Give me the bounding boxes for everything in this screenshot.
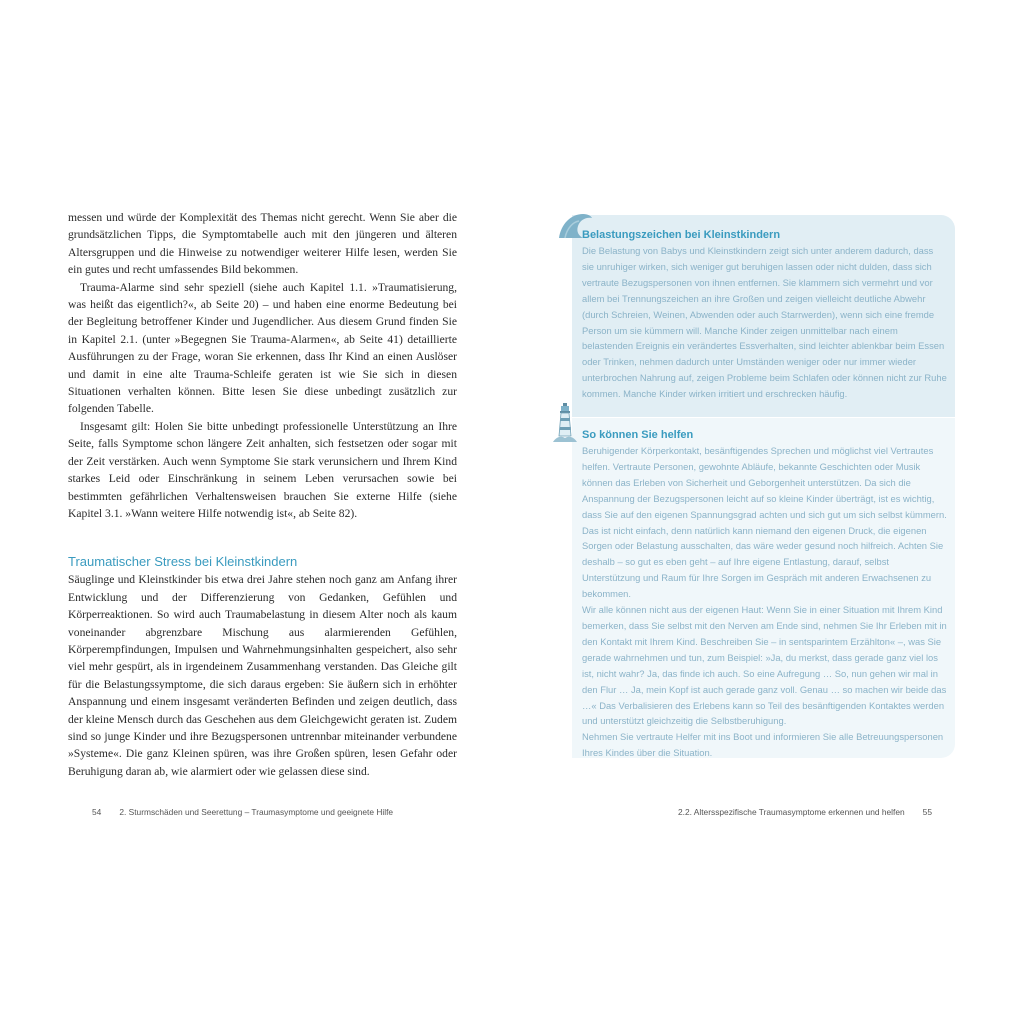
box1-heading: Belastungszeichen bei Kleinstkindern [582, 229, 781, 241]
box-so-koennen-sie-helfen [572, 418, 955, 758]
section-paragraph: Säuglinge und Kleinstkinder bis etwa drei Jahre stehen noch ganz am Anfang ihrer Entwicklung und der Differenzierung von Gedanken, Gefühlen und Körperreaktionen. So wird auch Traumabelastung in diesem Alter noch als kaum voneinander abgrenzbare Mischung aus alarmierenden Gefühlen, Körperempfindungen, Impulsen und Wahrnehmungsinhalten gespeichert, also sehr viel mehr gespürt, als in irgendeinem Zusammenhang verstanden. Das Gleiche gilt für die Belastungssymptome, die sich daraus ergeben: Sie äußern sich in erhöhter Anspannung und einem insgesamt veränderten Befinden und zeigen deutlich, dass der kleine Mensch durch das Geschehen aus dem Gleichgewicht geraten ist. Zudem sind so junge Kinder und ihre Bezugspersonen untrennbar miteinander verbundene »Systeme«. Die ganz Kleinen spüren, was ihre Großen spüren, lesen Gefahr oder Beruhigung daran ab, wie alarmiert oder wie gelassen diese sind. [68, 573, 457, 778]
box2-heading: So können Sie helfen [582, 429, 694, 441]
wave-icon [557, 210, 593, 240]
lighthouse-icon [552, 402, 578, 444]
page-number-right: 55 [922, 807, 932, 817]
box-belastungszeichen [572, 215, 955, 417]
running-footer-right: 2.2. Altersspezifische Traumasymptome erkennen und helfen [677, 807, 905, 817]
box2-paragraph: Wir alle können nicht aus der eigenen Haut: Wenn Sie in einer Situation mit Ihrem Kind bemerken, dass Sie selbst mit den Nerven am Ende sind, nehmen Sie Ihr Erleben mit in den Kontakt mit Ihrem Kind. Beschreiben Sie – in sentsparintem Erzählton« –, was Sie gerade wahrnehmen und tun, zum Beispiel: »Ja, du merkst, dass gerade ganz viel los ist, nicht wahr? Ja, das finde ich auch. So eine Aufregung … So, nun gehen wir mal in den Flur … Ja, mein Kopf ist auch gerade ganz voll. Genau … so machen wir beide das …« Das Verbalisieren des Erlebens kann so Teil des besänftigenden Kontaktes werden und unterstützt gleichzeitig die Selbstberuhigung. [582, 604, 947, 727]
footer-right [678, 807, 932, 817]
left-page-body [68, 209, 457, 780]
box1-text: Die Belastung von Babys und Kleinstkindern zeigt sich unter anderem dadurch, dass sie unruhiger wirken, sich weniger gut beruhigen lassen oder nicht dulden, dass sich vertraute Bezugspersonen von ihnen entfernen. Sie klammern sich vermehrt und vor allem bei Trennungszeichen an ihre Großen und zeigen vielleicht deutliche Abwehr (durch Schreien, Weinen, Abwenden oder auch Starrwerden), wenn sich eine fremde Person um sie kümmern will. Manche Kinder zeigen unmittelbar nach einem belastenden Ereignis ein verändertes Essverhalten, sind leichter ablenkbar beim Essen oder Trinken, nehmen dadurch unter Umständen weniger oder nur immer wieder unterbrochen Nahrung auf, zeigen Probleme beim Schlafen oder können nicht zur Ruhe kommen. Manche Kinder wirken irritiert und erschrecken häufig. [582, 245, 947, 400]
box2-paragraph: Nehmen Sie vertraute Helfer mit ins Boot und informieren Sie alle Betreuungspersonen Ihres Kindes über die Situation. [582, 731, 944, 759]
paragraph-insgesamt: Insgesamt gilt: Holen Sie bitte unbedingt professionelle Unterstützung an Ihre Seite, falls Symptome schon längere Zeit anhalten, sich festsetzen oder sogar mit der Zeit verstärken. Auch wenn Symptome Sie stark verunsichern und Ihrem Kind starkes Leid oder Einschränkung in seinem Leben verursachen sowie bei bestimmten gefährlichen Verhaltensweisen brauchen Sie externe Hilfe (siehe Kapitel 3.1. »Wann weitere Hilfe notwendig ist«, ab Seite 82). [68, 419, 457, 520]
paragraph-trauma-alarme: Trauma-Alarme sind sehr speziell (siehe auch Kapitel 1.1. »Traumatisierung, was heißt das eigentlich?«, ab Seite 20) – und haben eine enorme Bedeutung bei der Begleitung betroffener Kinder und Jugendlicher. Aus diesem Grund finden Sie in Kapitel 2.1. (unter »Begegnen Sie Trauma-Alarmen«, ab Seite 41) detaillierte Ausführungen zu der Frage, woran Sie erkennen, dass Ihr Kind an einen Auslöser und damit in eine alte Trauma-Schleife geraten ist wie Sie sich in diesen Situationen verhalten können. Bitte lesen Sie diese unbedingt zusätzlich zur folgenden Tabelle. [68, 280, 457, 416]
paragraph-continued: messen und würde der Komplexität des Themas nicht gerecht. Wenn Sie aber die grundsätzlichen Tipps, die Symptomtabelle auch mit den jüngeren und älteren Altersgruppen und die Hinweise zu notwendiger weiterer Hilfe lesen, werden Sie ein gutes und recht umfassendes Bild bekommen. [68, 211, 457, 277]
section-heading: Traumatischer Stress bei Kleinstkindern [68, 554, 298, 570]
page-number-left: 54 [92, 807, 102, 817]
box2-paragraph: Beruhigender Körperkontakt, besänftigendes Sprechen und möglichst viel Vertrautes helfen. Vertraute Personen, gewohnte Abläufe, bekannte Geschichten oder Musik können das Erleben von Sicherheit und Geborgenheit unterstützen. Da sich die Anspannung der Bezugspersonen leicht auf so kleine Kinder überträgt, ist es wichtig, dass Sie auf den eigenen Spannungsgrad achten und sich gut um sich selbst kümmern. Das ist nicht einfach, denn natürlich kann niemand den eigenen Druck, die eigenen Sorgen oder Belastung ausschalten, das wäre weder gesund noch hilfreich. Achten Sie deshalb – so gut es eben geht – auf Ihre eigene Entlastung, darauf, selbst Unterstützung und Raum für Ihre Sorgen im Gespräch mit anderen Erwachsenen zu bekommen. [582, 445, 947, 600]
footer-left [92, 807, 393, 817]
running-footer-left: 2. Sturmschäden und Seerettung – Traumasymptome und geeignete Hilfe [119, 807, 394, 817]
